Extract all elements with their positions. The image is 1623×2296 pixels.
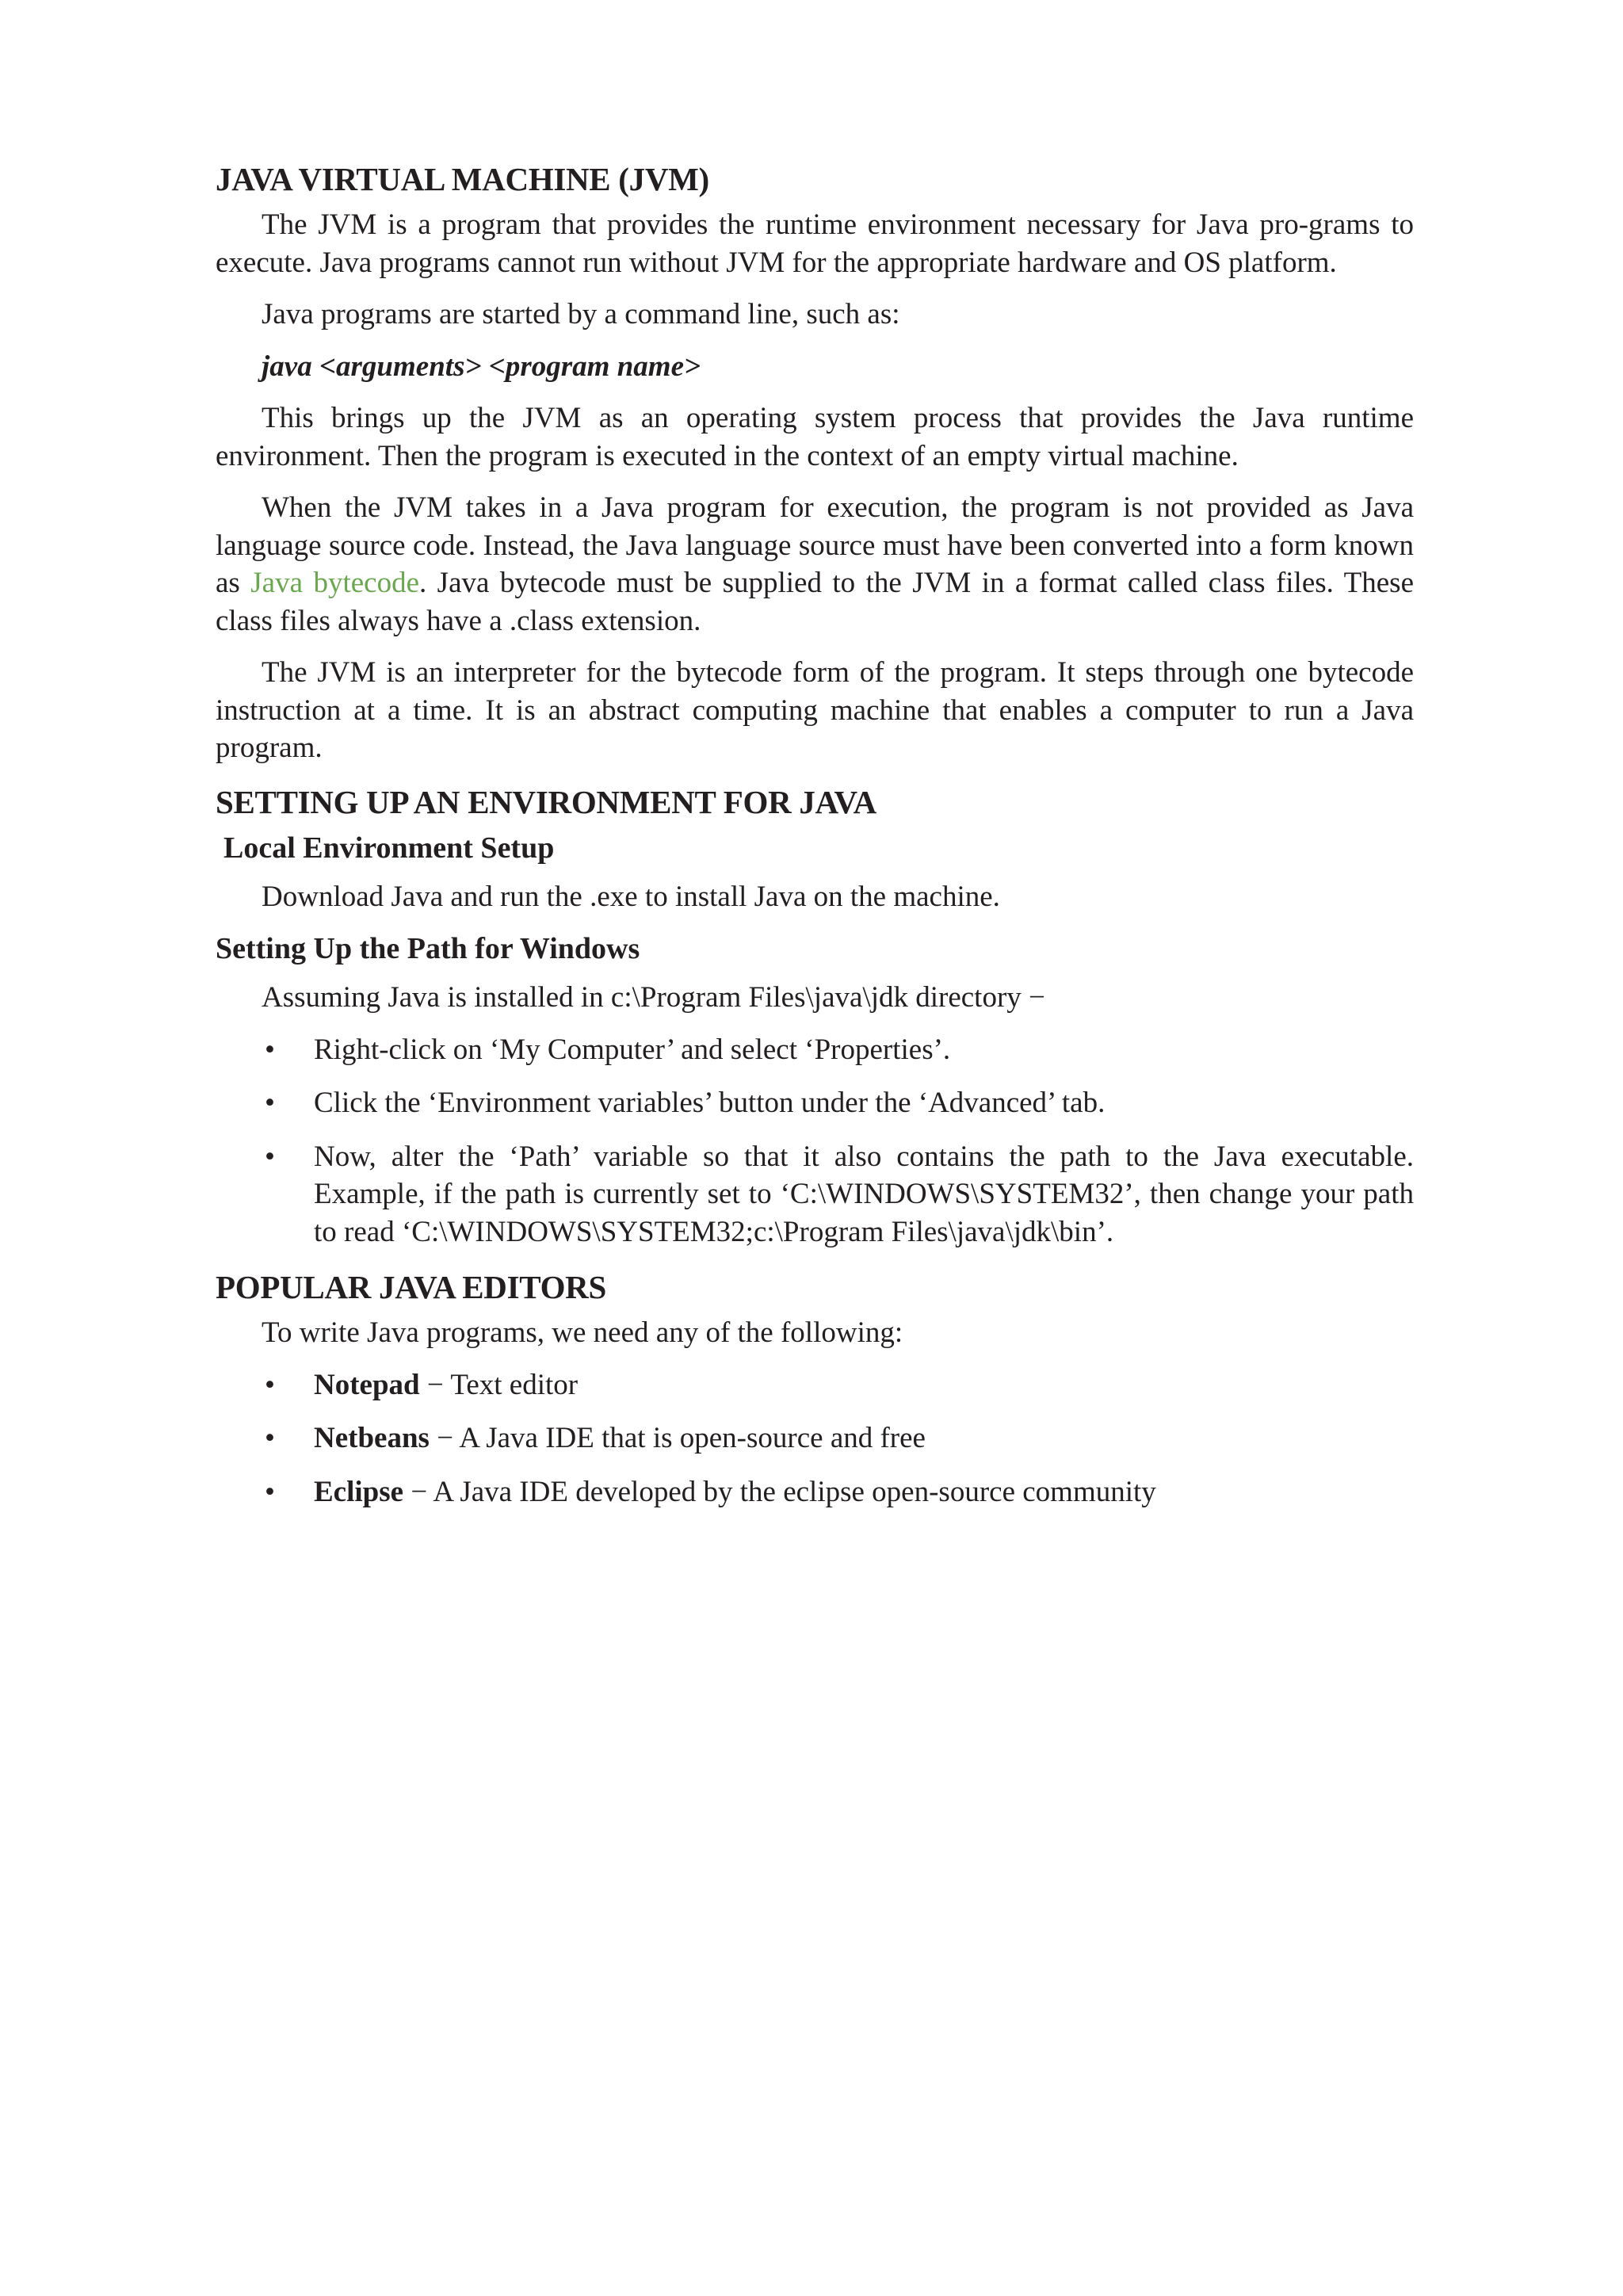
jvm-paragraph-4 [216, 489, 1414, 640]
jvm-paragraph-2: Java programs are started by a command line, such as: [262, 298, 900, 330]
list-item [216, 1366, 1414, 1404]
jvm-paragraph-1: The JVM is a program that provides the runtime environment necessary for Java pro-grams to execute. Java programs cannot run without JVM for the appropriate hardware and OS platform. [216, 208, 1414, 279]
list-item [216, 1419, 1414, 1457]
jvm-paragraph-4-start: When the JVM takes in a Java program for execution, the program is not provided as Java language source code. Instead, the Java language source must have been converted into a form known as [216, 491, 1414, 599]
editor-name: Eclipse [314, 1475, 404, 1508]
bullet-icon: • [265, 1140, 275, 1173]
editors-list [216, 1366, 1414, 1511]
heading-editors: POPULAR JAVA EDITORS [216, 1269, 606, 1305]
document-page [216, 159, 1414, 1526]
bullet-icon: • [265, 1368, 275, 1401]
heading-setup: SETTING UP AN ENVIRONMENT FOR JAVA [216, 783, 876, 820]
local-setup-text: Download Java and run the .exe to install Java on the machine. [262, 880, 1000, 913]
list-item-text: Right-click on ‘My Computer’ and select ‘Properties’. [314, 1033, 951, 1066]
editor-description: − A Java IDE that is open-source and free [429, 1422, 926, 1454]
subheading-local-setup: Local Environment Setup [223, 831, 555, 865]
path-steps-list [216, 1031, 1414, 1251]
list-item [216, 1138, 1414, 1251]
bullet-icon: • [265, 1475, 275, 1508]
list-item-text: Now, alter the ‘Path’ variable so that it also contains the path to the Java executable. Example, if the path is currently set to ‘C:\WINDOWS\SYSTEM32’, then change your path to read ‘C:\WINDOWS\SYSTEM32;c:\Program Files\java\jdk\bin’. [314, 1140, 1414, 1248]
jvm-paragraph-5: The JVM is an interpreter for the bytecode form of the program. It steps through one bytecode instruction at a time. It is an abstract computing machine that enables a computer to run a Java program. [216, 656, 1414, 764]
jvm-paragraph-3: This brings up the JVM as an operating system process that provides the Java runtime environment. Then the program is executed in the context of an empty virtual machine. [216, 402, 1414, 472]
editors-intro-text: To write Java programs, we need any of the following: [262, 1316, 903, 1349]
editor-description: − Text editor [419, 1368, 579, 1401]
jvm-paragraph-4-end: . Java bytecode must be supplied to the JVM in a format called class files. These class files always have a .class extension. [216, 567, 1414, 637]
subheading-path-windows: Setting Up the Path for Windows [216, 932, 640, 965]
list-item [216, 1031, 1414, 1069]
bullet-icon: • [265, 1087, 275, 1119]
list-item [216, 1084, 1414, 1122]
path-intro-text: Assuming Java is installed in c:\Program Files\java\jdk directory − [262, 981, 1045, 1014]
bullet-icon: • [265, 1033, 275, 1066]
bullet-icon: • [265, 1422, 275, 1454]
command-line-example: java <arguments> <program name> [262, 350, 701, 383]
editor-name: Netbeans [314, 1422, 430, 1454]
editor-name: Notepad [314, 1368, 420, 1401]
list-item [216, 1473, 1414, 1511]
editor-description: − A Java IDE developed by the eclipse open-source community [403, 1475, 1156, 1508]
list-item-text: Click the ‘Environment variables’ button under the ‘Advanced’ tab. [314, 1087, 1106, 1119]
java-bytecode-link[interactable]: Java bytecode [250, 567, 419, 599]
heading-jvm: JAVA VIRTUAL MACHINE (JVM) [216, 161, 709, 197]
